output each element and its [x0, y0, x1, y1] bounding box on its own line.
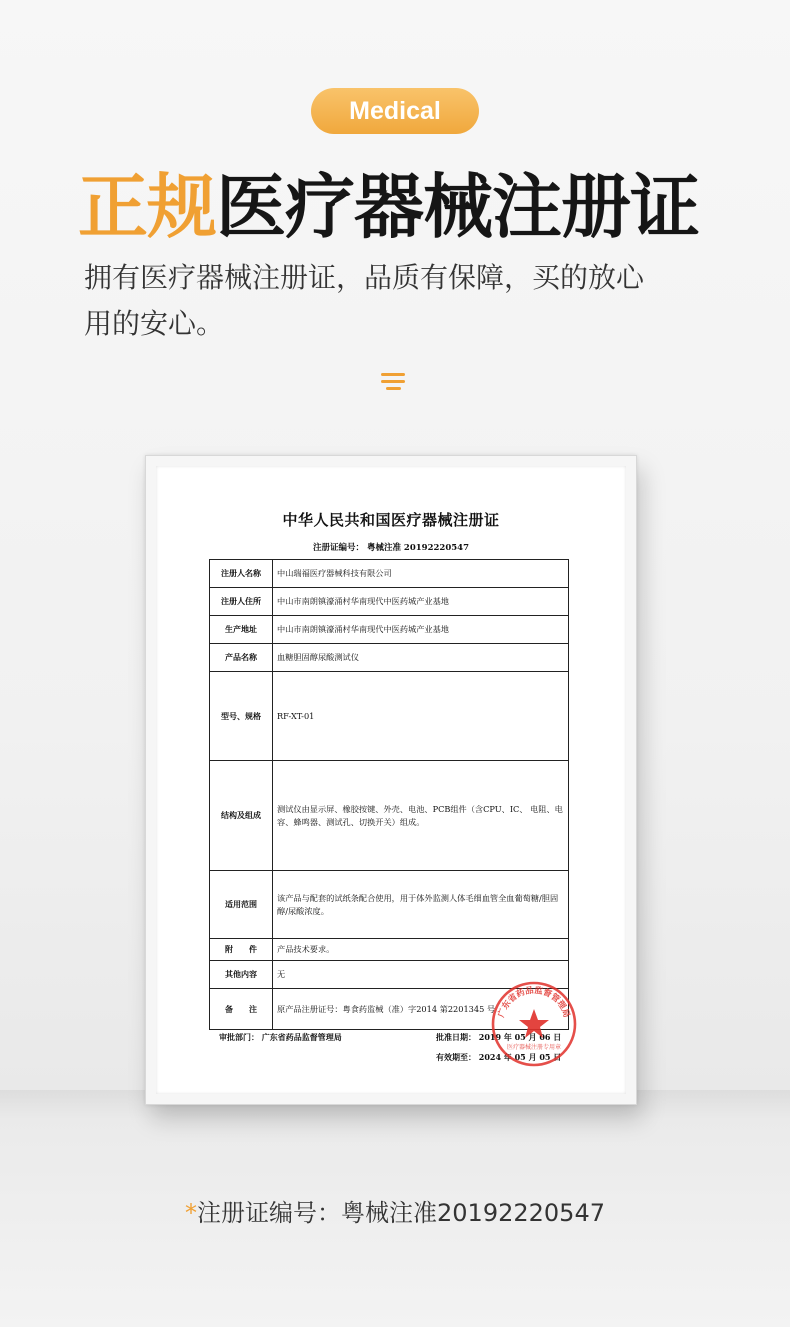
certificate-reg-number: 注册证编号： 粤械注准 20192220547: [313, 543, 469, 553]
row-label: 备 注: [210, 989, 273, 1030]
certificate-title: 中华人民共和国医疗器械注册证: [282, 511, 500, 529]
row-label: 结构及组成: [210, 761, 273, 871]
decorative-lines-icon: [381, 373, 405, 393]
note-asterisk: *: [185, 1199, 198, 1227]
approval-department: 审批部门： 广东省药品监督管理局: [219, 1032, 342, 1042]
table-row: [210, 616, 569, 644]
table-row: [210, 871, 569, 939]
row-label: 产品名称: [210, 644, 273, 672]
table-row: [210, 644, 569, 672]
table-row: [210, 939, 569, 961]
subtitle-line-2: 用的安心。: [84, 307, 225, 340]
approval-date: 批准日期： 2019 年 05 月 06 日: [436, 1032, 562, 1042]
registration-note: [0, 1193, 790, 1228]
row-label: 注册人住所: [210, 588, 273, 616]
row-label: 注册人名称: [210, 560, 273, 588]
row-label: 生产地址: [210, 616, 273, 644]
subtitle: [84, 255, 724, 347]
title-rest: 医疗器械注册证: [216, 166, 699, 248]
category-badge: Medical: [311, 88, 479, 134]
row-value: 原产品注册证号：粤食药监械（准）字2014 第2201345 号: [273, 989, 569, 1030]
seal-subtext: 医疗器械注册专用章: [506, 1044, 562, 1051]
row-label: 适用范围: [210, 871, 273, 939]
row-value: 该产品与配套的试纸条配合使用，用于体外监测人体毛细血管全血葡萄糖/胆固醇/尿酸浓度。: [273, 871, 569, 939]
row-label: 附 件: [210, 939, 273, 961]
page-title: [78, 168, 718, 246]
row-label: 型号、规格: [210, 672, 273, 761]
table-row: [210, 560, 569, 588]
table-row: [210, 761, 569, 871]
table-row: [210, 672, 569, 761]
title-highlight: 正规: [78, 166, 216, 248]
row-value: 中山市南朗镇濠涌村华南现代中医药城产业基地: [273, 588, 569, 616]
certificate-frame: [145, 455, 637, 1105]
certificate-table: [209, 559, 569, 1030]
certificate-document: [156, 466, 626, 1094]
valid-until: 有效期至： 2024 年 05 月 05 日: [436, 1052, 562, 1062]
row-value: 中山市南朗镇濠涌村华南现代中医药城产业基地: [273, 616, 569, 644]
table-row: [210, 588, 569, 616]
subtitle-line-1: 拥有医疗器械注册证，品质有保障，买的放心: [84, 261, 645, 294]
row-value: 中山瑞福医疗器械科技有限公司: [273, 560, 569, 588]
row-value: 无: [273, 961, 569, 989]
note-text: 注册证编号：粤械注准20192220547: [197, 1199, 605, 1227]
seal-text: 广东省药品监督管理局: [496, 985, 572, 1019]
official-seal: [489, 979, 579, 1069]
row-value: 血糖胆固醇尿酸测试仪: [273, 644, 569, 672]
row-value: RF-XT-01: [273, 672, 569, 761]
row-label: 其他内容: [210, 961, 273, 989]
row-value: 测试仪由显示屏、橡胶按键、外壳、电池、PCB组件（含CPU、IC、 电阻、电容、蜂鸣器、测试孔、切换开关）组成。: [273, 761, 569, 871]
row-value: 产品技术要求。: [273, 939, 569, 961]
